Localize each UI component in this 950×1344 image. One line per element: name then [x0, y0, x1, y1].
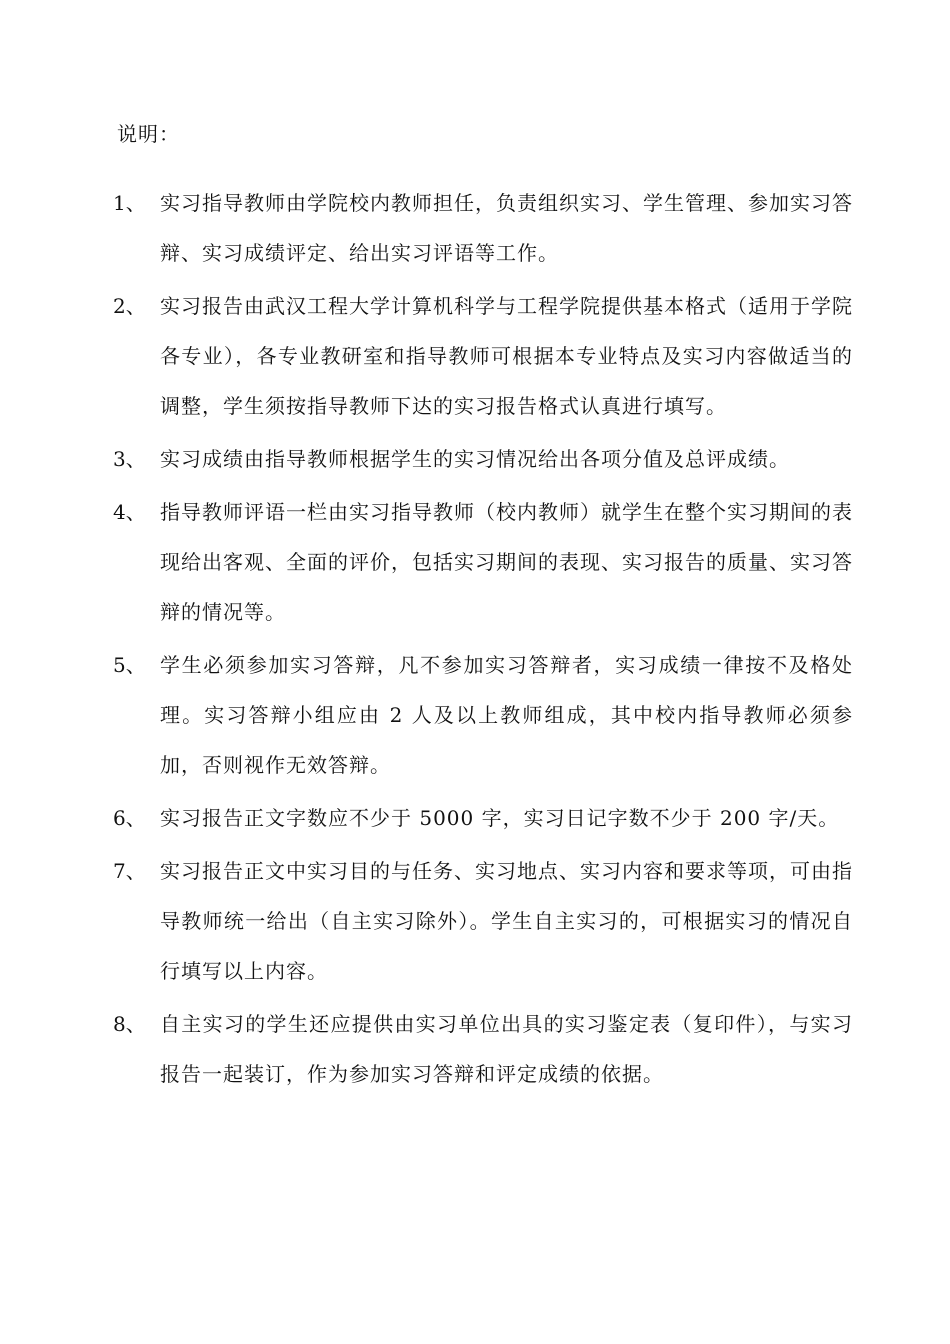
- list-item: [113, 640, 853, 790]
- list-item: [113, 434, 853, 484]
- item-text: 实习报告正文字数应不少于 5000 字，实习日记字数不少于 200 字/天。: [160, 806, 840, 830]
- list-item: [113, 281, 853, 431]
- item-text: 实习报告正文中实习目的与任务、实习地点、实习内容和要求等项，可由指导教师统一给出（自主实习除外）。学生自主实习的，可根据实习的情况自行填写以上内容。: [160, 859, 853, 983]
- item-text: 学生必须参加实习答辩，凡不参加实习答辩者，实习成绩一律按不及格处理。实习答辩小组应由 2 人及以上教师组成，其中校内指导教师必须参加，否则视作无效答辩。: [160, 653, 853, 777]
- list-item: [113, 178, 853, 278]
- item-text: 实习成绩由指导教师根据学生的实习情况给出各项分值及总评成绩。: [160, 447, 790, 471]
- item-text: 指导教师评语一栏由实习指导教师（校内教师）就学生在整个实习期间的表现给出客观、全面的评价，包括实习期间的表现、实习报告的质量、实习答辩的情况等。: [160, 500, 853, 624]
- item-number: 3、: [113, 447, 146, 471]
- list-item: [113, 846, 853, 996]
- item-number: 6、: [113, 806, 146, 830]
- item-number: 4、: [113, 500, 146, 524]
- list-item: [113, 487, 853, 637]
- item-number: 7、: [113, 859, 146, 883]
- document-heading: 说明：: [117, 122, 180, 146]
- item-number: 1、: [113, 191, 146, 215]
- item-number: 8、: [113, 1012, 146, 1036]
- instruction-list: [113, 178, 853, 1102]
- item-number: 2、: [113, 294, 146, 318]
- item-number: 5、: [113, 653, 146, 677]
- item-text: 实习报告由武汉工程大学计算机科学与工程学院提供基本格式（适用于学院各专业），各专业教研室和指导教师可根据本专业特点及实习内容做适当的调整，学生须按指导教师下达的实习报告格式认真进行填写。: [160, 294, 853, 418]
- list-item: [113, 999, 853, 1099]
- item-text: 实习指导教师由学院校内教师担任，负责组织实习、学生管理、参加实习答辩、实习成绩评定、给出实习评语等工作。: [160, 191, 853, 265]
- item-text: 自主实习的学生还应提供由实习单位出具的实习鉴定表（复印件），与实习报告一起装订，作为参加实习答辩和评定成绩的依据。: [160, 1012, 853, 1086]
- list-item: [113, 793, 853, 843]
